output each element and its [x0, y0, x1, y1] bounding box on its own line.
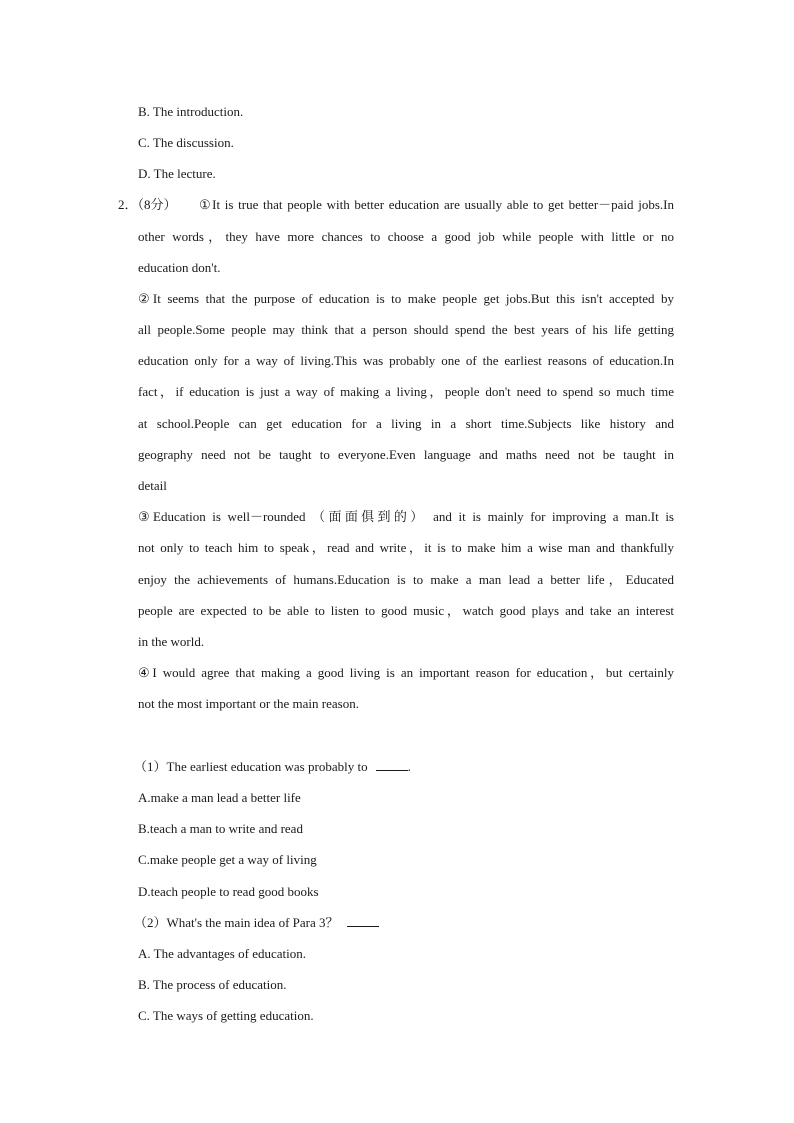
sub2-answer-blank[interactable]: [347, 914, 379, 927]
para2-line7: detail: [138, 478, 167, 493]
sub1-stem-text: （1）The earliest education was probably to: [134, 759, 368, 774]
sub2-option-a: A. The advantages of education.: [138, 946, 306, 961]
para2-line6: geography need not be taught to everyone.Even language and maths need not be taught in: [138, 447, 674, 462]
para1-line2: other words，they have more chances to choose a good job while people with little or no: [138, 229, 674, 244]
sub2-stem: [134, 914, 379, 932]
sub1-answer-blank[interactable]: [376, 758, 408, 771]
para4-line1: ④I would agree that making a good living is an important reason for education，but certainly: [138, 665, 674, 680]
question-number: [118, 196, 177, 214]
sub1-option-a: A.make a man lead a better life: [138, 790, 301, 805]
sub2-option-b: B. The process of education.: [138, 977, 287, 992]
sub1-option-c: C.make people get a way of living: [138, 852, 317, 867]
para2-line3: education only for a way of living.This was probably one of the earliest reasons of education.In: [138, 353, 674, 368]
sub1-stem-end: .: [407, 759, 411, 774]
para2-line2: all people.Some people may think that a person should spend the best years of his life getting: [138, 322, 674, 337]
para3-line4: people are expected to be able to listen to good music，watch good plays and take an interest: [138, 603, 674, 618]
para3-line2: not only to teach him to speak，read and write，it is to make him a wise man and thankfully: [138, 540, 675, 555]
para2-line5: at school.People can get education for a living in a short time.Subjects like history and: [138, 416, 674, 431]
para3-line3: enjoy the achievements of humans.Education is to make a man lead a better life，Educated: [138, 572, 674, 587]
sub1-stem: [134, 758, 411, 776]
question-number-label: 2．: [118, 197, 138, 212]
question-points: （8分）: [137, 197, 177, 212]
para4-line2: not the most important or the main reason.: [138, 696, 359, 711]
para3-line1: ③Education is well－rounded （面面俱到的） and it is mainly for improving a man.It is: [138, 509, 674, 524]
para1-line3: education don't.: [138, 260, 221, 275]
sub1-option-b: B.teach a man to write and read: [138, 821, 303, 836]
sub2-stem-text: （2）What's the main idea of Para 3？: [134, 915, 339, 930]
option-c-prev: C. The discussion.: [138, 135, 234, 150]
sub2-option-c: C. The ways of getting education.: [138, 1008, 314, 1023]
sub1-option-d: D.teach people to read good books: [138, 884, 319, 899]
para3-line5: in the world.: [138, 634, 205, 649]
option-d-prev: D. The lecture.: [138, 166, 216, 181]
para1-line1: ①It is true that people with better education are usually able to get better－paid jobs.In: [199, 197, 674, 212]
option-b-prev: B. The introduction.: [138, 104, 244, 119]
para2-line4: fact，if education is just a way of making a living，people don't need to spend so much time: [138, 384, 674, 399]
para2-line1: ②It seems that the purpose of education is to make people get jobs.But this isn't accepted by: [138, 291, 674, 306]
